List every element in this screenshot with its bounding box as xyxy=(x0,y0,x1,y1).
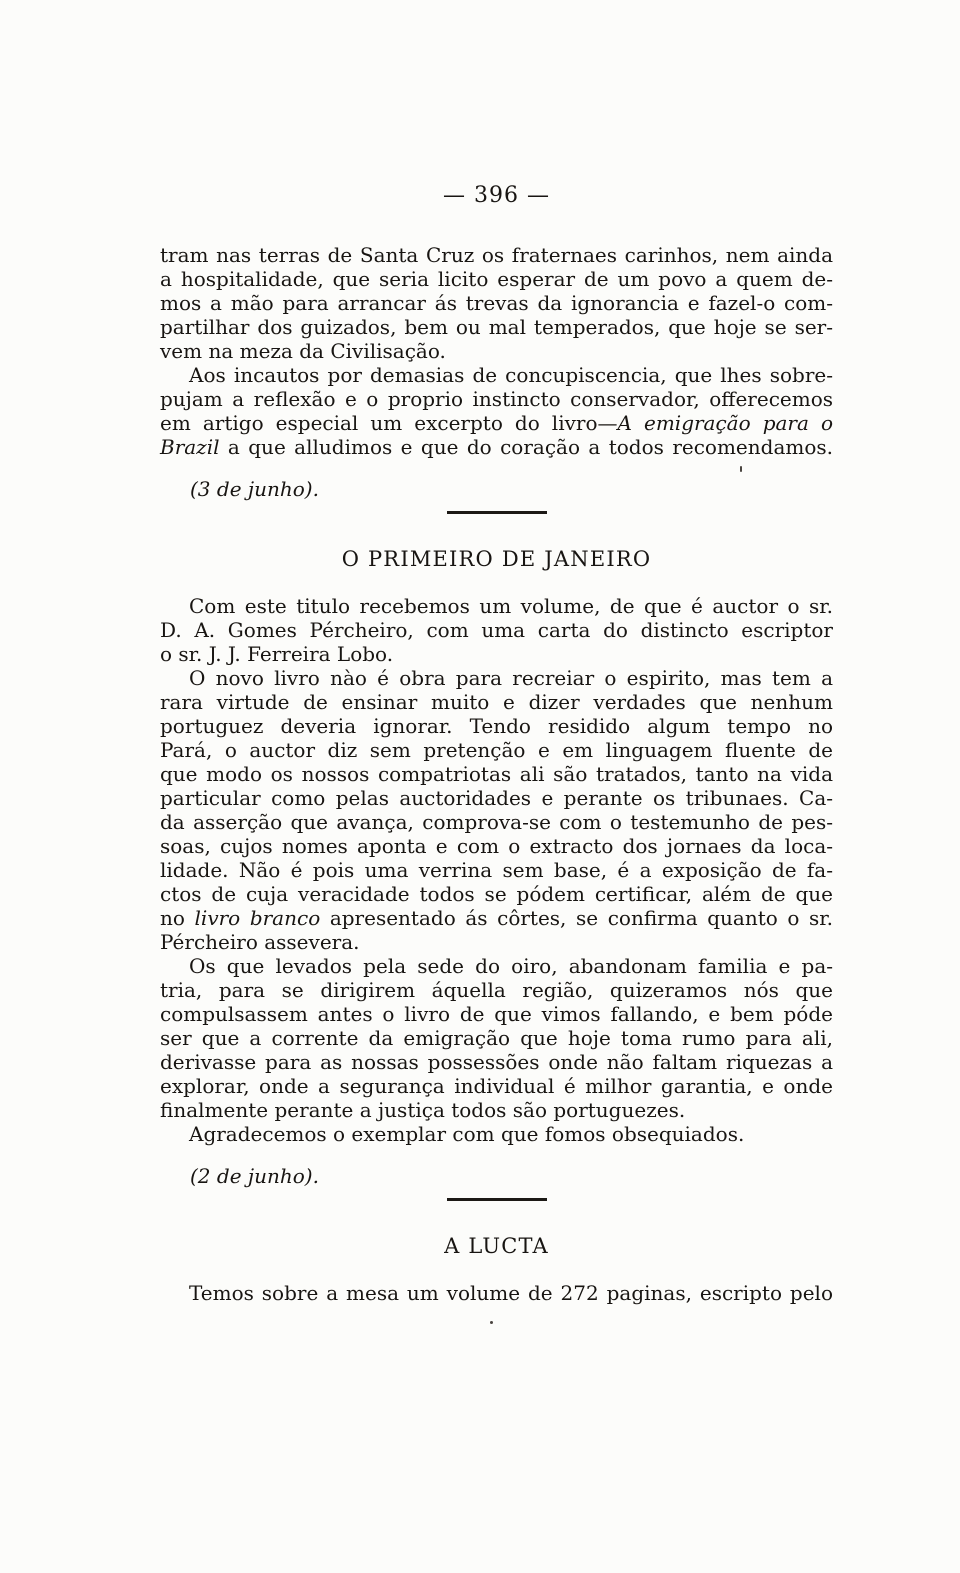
text-run: Aos incautos por demasias de concupiscencia, que lhes sobre- xyxy=(189,363,833,387)
text-run: O novo livro nào é obra para recreiar o espirito, mas tem a xyxy=(189,666,833,690)
text-run: ctos de cuja veracidade todos se pódem certificar, além de que xyxy=(160,882,833,906)
text-line xyxy=(160,1026,833,1050)
text-run: soas, cujos nomes aponta e com o extracto dos jornaes da loca- xyxy=(160,834,833,858)
text-run: no xyxy=(160,906,195,930)
text-line xyxy=(160,882,833,906)
paragraph xyxy=(160,666,833,954)
text-run: D. A. Gomes Pércheiro, com uma carta do distincto escriptor xyxy=(160,618,833,642)
text-line xyxy=(160,738,833,762)
text-run: mos a mão para arrancar ás trevas da ignorancia e fazel-o com- xyxy=(160,291,833,315)
text-column xyxy=(160,0,833,1305)
text-run: livro branco xyxy=(194,906,321,930)
text-line xyxy=(160,594,833,618)
text-line xyxy=(160,1122,833,1146)
section-divider-rule xyxy=(447,511,547,514)
text-line xyxy=(160,1002,833,1026)
section-divider-rule xyxy=(447,1198,547,1201)
article-title: A LUCTA xyxy=(444,1234,549,1258)
text-line xyxy=(160,411,833,435)
article-title: O PRIMEIRO DE JANEIRO xyxy=(341,547,652,571)
text-line xyxy=(160,339,833,363)
text-line xyxy=(160,1074,833,1098)
text-run: derivasse para as nossas possessões onde não faltam riquezas a xyxy=(160,1050,833,1074)
text-run: a que alludimos e que do coração a todos recomendamos. xyxy=(219,435,833,459)
text-run: explorar, onde a segurança individual é milhor garantia, e onde xyxy=(160,1074,833,1098)
text-run: finalmente perante a justiça todos são portuguezes. xyxy=(160,1098,686,1122)
text-run: ser que a corrente da emigração que hoje toma rumo para ali, xyxy=(160,1026,833,1050)
text-run: que modo os nossos compatriotas ali são tratados, tanto na vida xyxy=(160,762,833,786)
text-line xyxy=(160,363,833,387)
text-line xyxy=(160,906,833,930)
paragraph xyxy=(160,363,833,459)
text-line xyxy=(160,243,833,267)
text-line xyxy=(160,1050,833,1074)
text-run: rara virtude de ensinar muito e dizer verdades que nenhum xyxy=(160,690,833,714)
text-line xyxy=(160,315,833,339)
text-line xyxy=(160,387,833,411)
text-run: Com este titulo recebemos um volume, de que é auctor o sr. xyxy=(189,594,833,618)
text-line xyxy=(160,435,833,459)
date-line: (2 de junho). xyxy=(190,1164,319,1188)
text-run: Pércheiro assevera. xyxy=(160,930,360,954)
text-run: portuguez deveria ignorar. Tendo residido algum tempo no xyxy=(160,714,833,738)
text-run: o sr. J. J. Ferreira Lobo. xyxy=(160,642,394,666)
text-run: tram nas terras de Santa Cruz os fraternaes carinhos, nem ainda xyxy=(160,243,833,267)
scan-speck xyxy=(490,1321,493,1324)
text-line xyxy=(160,291,833,315)
page-number: — 396 — xyxy=(443,183,550,208)
text-run: compulsassem antes o livro de que vimos fallando, e bem póde xyxy=(160,1002,833,1026)
text-line xyxy=(160,1281,833,1305)
text-run: partilhar dos guizados, bem ou mal temperados, que hoje se ser- xyxy=(160,315,833,339)
text-line xyxy=(160,714,833,738)
text-line xyxy=(160,1098,833,1122)
text-run: A emigração para o xyxy=(617,411,833,435)
text-run: em artigo especial um excerpto do livro— xyxy=(160,411,618,435)
text-run: a hospitalidade, que seria licito esperar de um povo a quem de- xyxy=(160,267,833,291)
scan-speck xyxy=(740,466,742,472)
text-line xyxy=(160,954,833,978)
text-run: tria, para se dirigirem áquella região, quizeramos nós que xyxy=(160,978,833,1002)
paragraph xyxy=(160,243,833,363)
text-run: Brazil xyxy=(160,435,220,459)
text-line xyxy=(160,786,833,810)
text-line xyxy=(160,834,833,858)
section-article-primeiro-de-janeiro xyxy=(160,546,833,1188)
text-run: Os que levados pela sede do oiro, abandonam familia e pa- xyxy=(189,954,833,978)
text-line xyxy=(160,642,833,666)
date-line: (3 de junho). xyxy=(190,477,319,501)
text-line xyxy=(160,858,833,882)
text-line xyxy=(160,810,833,834)
paragraph xyxy=(160,1281,833,1305)
text-line xyxy=(160,690,833,714)
text-run: vem na meza da Civilisação. xyxy=(160,339,446,363)
text-run: particular como pelas auctoridades e perante os tribunaes. Ca- xyxy=(160,786,833,810)
text-line xyxy=(160,762,833,786)
text-line xyxy=(160,666,833,690)
text-run: Temos sobre a mesa um volume de 272 paginas, escripto pelo xyxy=(189,1281,833,1305)
text-line xyxy=(160,618,833,642)
text-line xyxy=(160,978,833,1002)
section-article-a-lucta xyxy=(160,1233,833,1305)
text-line xyxy=(160,267,833,291)
text-run: lidade. Não é pois uma verrina sem base, é a exposição de fa- xyxy=(160,858,833,882)
paragraph xyxy=(160,1122,833,1146)
text-run: Agradecemos o exemplar com que fomos obsequiados. xyxy=(189,1122,745,1146)
paragraph xyxy=(160,594,833,666)
text-run: Pará, o auctor diz sem pretenção e em linguagem fluente de xyxy=(160,738,833,762)
paragraph xyxy=(160,954,833,1122)
text-run: pujam a reflexão e o proprio instincto conservador, offerecemos xyxy=(160,387,833,411)
text-run: da asserção que avança, comprova-se com o testemunho de pes- xyxy=(160,810,833,834)
text-line xyxy=(160,930,833,954)
text-run: apresentado ás côrtes, se confirma quanto o sr. xyxy=(320,906,834,930)
section-continuation xyxy=(160,243,833,501)
